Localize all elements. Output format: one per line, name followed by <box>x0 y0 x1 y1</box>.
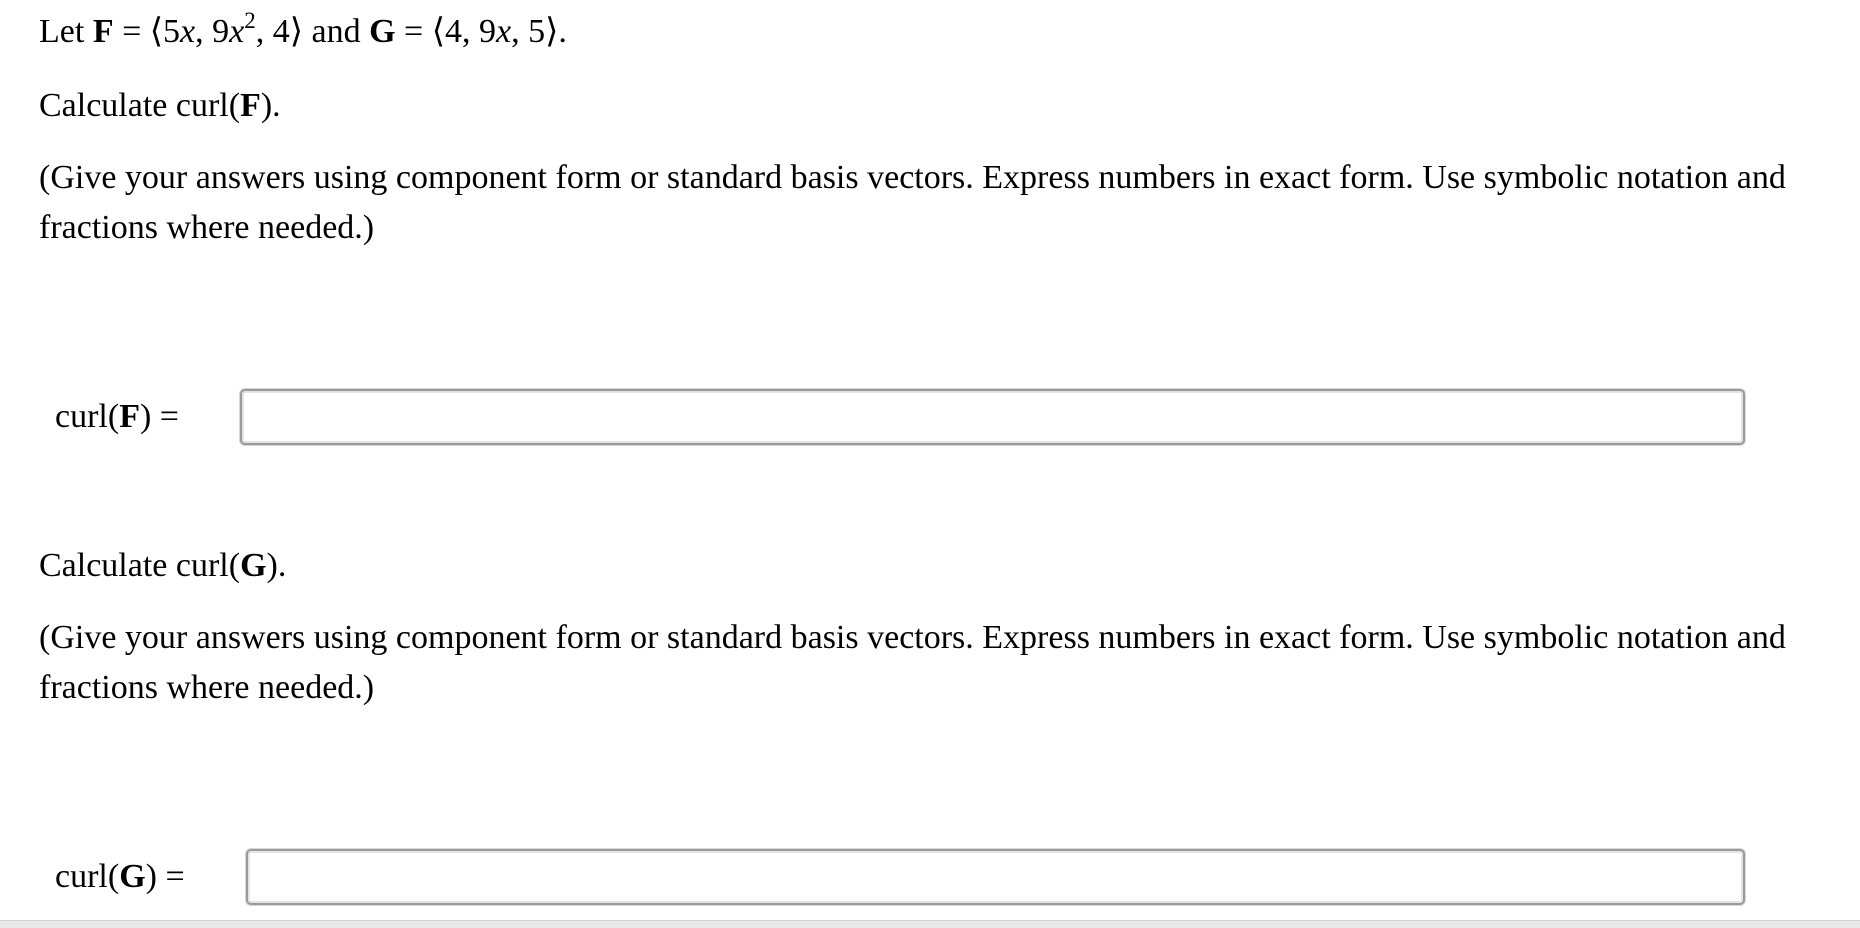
curl-f-input[interactable] <box>240 389 1745 445</box>
and-word: and <box>311 13 361 50</box>
problem-statement <box>39 7 567 52</box>
page-bottom-divider <box>0 920 1860 928</box>
curl-f-label: curl(F) = <box>55 398 179 435</box>
vector-f-definition: ⟨5x, $9x^2$, 4⟩ <box>149 7 303 50</box>
curl-g-prompt: Calculate curl(G). <box>39 547 287 584</box>
equals-sign: = <box>122 13 142 50</box>
curl-g-label: curl(G) = <box>55 858 185 895</box>
curl-g-input[interactable] <box>246 849 1745 905</box>
curl-f-answer-row <box>55 385 179 449</box>
vector-g-definition: ⟨4, 9x, 5⟩. <box>431 13 567 50</box>
curl-f-prompt: Calculate curl(F). <box>39 87 281 124</box>
curl-g-instructions: (Give your answers using component form or standard basis vectors. Express numbers in exact form. Use symbolic notation and fractions where needed.) <box>39 619 1786 706</box>
vector-f-symbol: F <box>92 13 114 50</box>
vector-g-symbol: G <box>369 13 396 50</box>
equals-sign: = <box>404 13 424 50</box>
let-word: Let <box>39 13 85 50</box>
curl-f-instructions: (Give your answers using component form or standard basis vectors. Express numbers in exact form. Use symbolic notation and fractions where needed.) <box>39 159 1786 246</box>
curl-g-answer-row <box>55 845 185 909</box>
